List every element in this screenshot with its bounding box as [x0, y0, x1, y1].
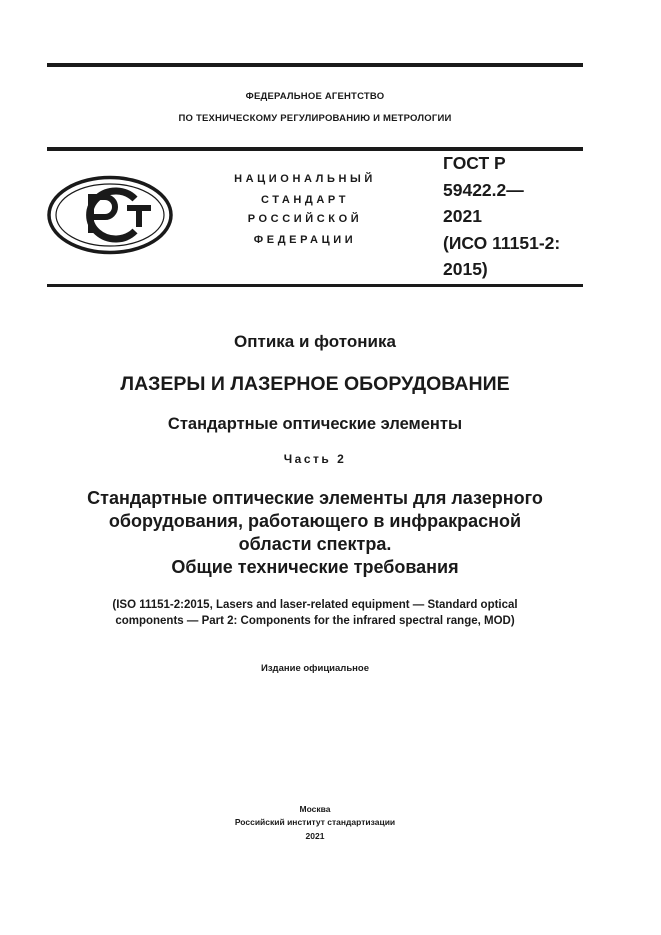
part-label: Часть 2	[283, 452, 347, 466]
designation-line-5: 2015)	[443, 259, 488, 279]
iso-reference	[40, 597, 590, 629]
imprint-institute: Российский институт стандартизации	[234, 817, 396, 827]
national-standard-line-3: РОССИЙСКОЙ	[247, 213, 363, 225]
imprint-city: Москва	[299, 804, 331, 814]
subtitle: Стандартные оптические элементы	[167, 415, 463, 433]
standard-designation	[443, 150, 583, 283]
designation-line-3: 2021	[443, 206, 482, 226]
part-title-line: Общие технические требования	[171, 557, 459, 577]
designation-line-1: ГОСТ Р	[443, 153, 506, 173]
part-title-line: области спектра.	[238, 534, 392, 554]
part-title-line: оборудования, работающего в инфракрасной	[108, 511, 522, 531]
designation-line-4: (ИСО 11151-2:	[443, 232, 561, 253]
agency-line-2: ПО ТЕХНИЧЕСКОМУ РЕГУЛИРОВАНИЮ И МЕТРОЛОГИИ	[178, 113, 452, 124]
part-title	[40, 487, 590, 579]
domain-title: Оптика и фотоника	[234, 332, 396, 351]
part-title-line: Стандартные оптические элементы для лазерного	[87, 488, 543, 508]
iso-reference-line: components — Part 2: Components for the infrared spectral range, MOD)	[115, 615, 515, 627]
top-rule	[47, 63, 583, 67]
main-title: ЛАЗЕРЫ И ЛАЗЕРНОЕ ОБОРУДОВАНИЕ	[120, 373, 510, 395]
iso-reference-line: (ISO 11151-2:2015, Lasers and laser-related equipment — Standard optical	[112, 599, 518, 611]
national-standard-line-2: СТАНДАРТ	[260, 194, 350, 206]
national-standard-line-1: НАЦИОНАЛЬНЫЙ	[234, 173, 376, 185]
bottom-rule	[47, 284, 583, 287]
designation-line-2: 59422.2—	[443, 179, 524, 200]
national-standard-line-4: ФЕДЕРАЦИИ	[253, 234, 357, 246]
rst-certification-mark-icon	[47, 175, 173, 255]
agency-line-1: ФЕДЕРАЛЬНОЕ АГЕНТСТВО	[245, 91, 385, 102]
edition-label: Издание официальное	[261, 663, 369, 674]
imprint-year: 2021	[305, 831, 325, 841]
